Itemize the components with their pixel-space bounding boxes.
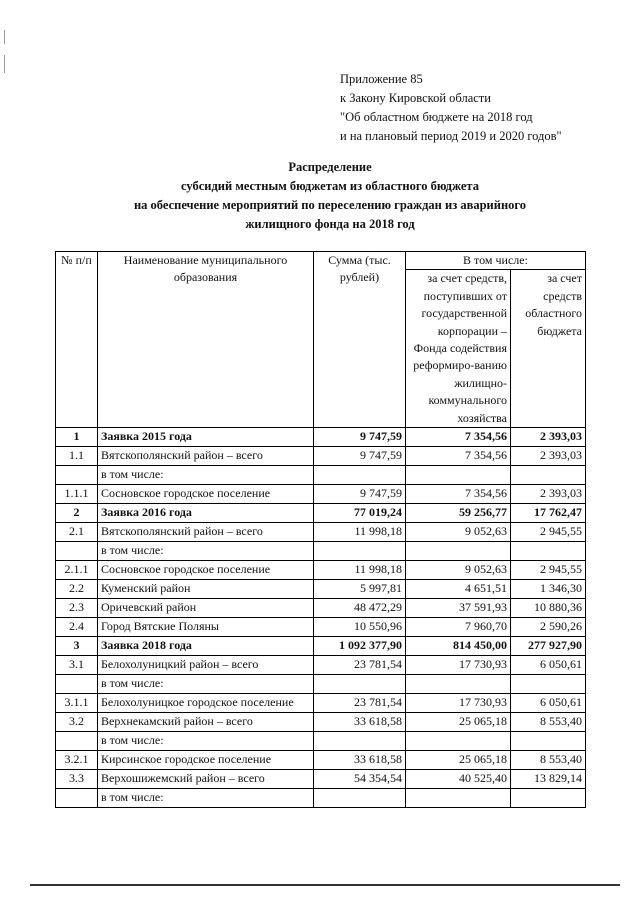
table-row [56,732,586,751]
cell-fund: 40 525,40 [406,770,511,789]
cell-region: 2 393,03 [511,428,586,447]
cell-sum: 23 781,54 [314,656,406,675]
cell-region: 2 945,55 [511,523,586,542]
cell-fund [406,542,511,561]
table-row [56,523,586,542]
subsidy-table [55,251,586,808]
page-bottom-rule [30,884,620,886]
cell-sum: 1 092 377,90 [314,637,406,656]
cell-sum [314,732,406,751]
header-name: Наименование муниципального образования [98,252,314,428]
scan-edge-mark [4,55,5,73]
cell-num [56,789,98,808]
annex-header [340,70,562,146]
cell-fund: 9 052,63 [406,523,511,542]
table-row [56,637,586,656]
cell-sum: 23 781,54 [314,694,406,713]
cell-region: 13 829,14 [511,770,586,789]
cell-name: Сосновское городское поселение [98,561,314,580]
cell-name: в том числе: [98,732,314,751]
cell-region: 6 050,61 [511,656,586,675]
annex-line: к Закону Кировской области [340,91,491,105]
cell-region: 2 590,26 [511,618,586,637]
cell-sum: 77 019,24 [314,504,406,523]
cell-name: Верхошижемский район – всего [98,770,314,789]
annex-line: и на плановый период 2019 и 2020 годов" [340,129,562,143]
cell-fund: 25 065,18 [406,751,511,770]
cell-num: 2.2 [56,580,98,599]
cell-num: 2.4 [56,618,98,637]
cell-sum [314,466,406,485]
cell-region: 8 553,40 [511,713,586,732]
cell-name: в том числе: [98,466,314,485]
cell-num [56,466,98,485]
cell-region: 6 050,61 [511,694,586,713]
cell-sum: 48 472,29 [314,599,406,618]
table-row [56,428,586,447]
cell-sum: 33 618,58 [314,713,406,732]
cell-fund [406,732,511,751]
cell-sum: 9 747,59 [314,428,406,447]
cell-region [511,789,586,808]
cell-sum: 11 998,18 [314,523,406,542]
cell-region: 8 553,40 [511,751,586,770]
cell-fund: 7 354,56 [406,428,511,447]
cell-num: 2.1 [56,523,98,542]
table-row [56,580,586,599]
cell-name: Оричевский район [98,599,314,618]
header-including: В том числе: [406,252,586,270]
table-row [56,770,586,789]
table-row [56,599,586,618]
cell-num: 2.3 [56,599,98,618]
cell-fund: 7 960,70 [406,618,511,637]
cell-num [56,675,98,694]
title-line: Распределение [288,160,372,174]
cell-num: 1.1 [56,447,98,466]
cell-num: 1 [56,428,98,447]
table-row [56,466,586,485]
cell-name: в том числе: [98,542,314,561]
table-row [56,618,586,637]
cell-name: в том числе: [98,789,314,808]
cell-num: 1.1.1 [56,485,98,504]
cell-name: Кирсинское городское поселение [98,751,314,770]
cell-region: 2 945,55 [511,561,586,580]
annex-line: "Об областном бюджете на 2018 год [340,110,533,124]
header-num: № п/п [56,252,98,428]
cell-sum: 9 747,59 [314,485,406,504]
cell-sum [314,675,406,694]
cell-fund: 37 591,93 [406,599,511,618]
document-title [60,158,600,234]
cell-region: 277 927,90 [511,637,586,656]
table-row [56,675,586,694]
cell-sum: 10 550,96 [314,618,406,637]
cell-region [511,466,586,485]
cell-num: 3 [56,637,98,656]
table-row [56,485,586,504]
cell-name: Заявка 2015 года [98,428,314,447]
cell-sum: 9 747,59 [314,447,406,466]
table-row [56,656,586,675]
cell-region: 2 393,03 [511,447,586,466]
cell-sum: 5 997,81 [314,580,406,599]
cell-region: 10 880,36 [511,599,586,618]
table-body [56,428,586,808]
table-row [56,789,586,808]
cell-name: Вятскополянский район – всего [98,523,314,542]
cell-sum [314,789,406,808]
table-row [56,561,586,580]
cell-fund: 7 354,56 [406,447,511,466]
header-fund: за счет средств, поступивших от государственной корпорации – Фонда содействия реформиро-ванию жилищно-коммунального хозяйства [406,270,511,428]
cell-sum: 54 354,54 [314,770,406,789]
cell-name: Вятскополянский район – всего [98,447,314,466]
cell-fund: 9 052,63 [406,561,511,580]
cell-name: в том числе: [98,675,314,694]
cell-fund: 59 256,77 [406,504,511,523]
cell-region: 17 762,47 [511,504,586,523]
cell-num: 3.2.1 [56,751,98,770]
cell-fund [406,789,511,808]
header-sum: Сумма (тыс. рублей) [314,252,406,428]
title-line: на обеспечение мероприятий по переселению граждан из аварийного [133,198,527,212]
cell-region [511,675,586,694]
cell-fund [406,675,511,694]
cell-name: Заявка 2018 года [98,637,314,656]
cell-fund: 17 730,93 [406,694,511,713]
cell-name: Белохолуницкое городское поселение [98,694,314,713]
cell-region [511,542,586,561]
cell-name: Куменский район [98,580,314,599]
cell-fund: 814 450,00 [406,637,511,656]
cell-name: Верхнекамский район – всего [98,713,314,732]
table-row [56,542,586,561]
cell-num: 3.3 [56,770,98,789]
table-row [56,713,586,732]
cell-fund: 25 065,18 [406,713,511,732]
cell-sum: 33 618,58 [314,751,406,770]
table-row [56,694,586,713]
cell-sum: 11 998,18 [314,561,406,580]
cell-num: 3.1.1 [56,694,98,713]
cell-name: Сосновское городское поселение [98,485,314,504]
cell-num: 3.2 [56,713,98,732]
cell-fund: 4 651,51 [406,580,511,599]
table-row [56,751,586,770]
cell-fund: 17 730,93 [406,656,511,675]
cell-fund [406,466,511,485]
cell-name: Город Вятские Поляны [98,618,314,637]
cell-name: Заявка 2016 года [98,504,314,523]
title-line: жилищного фонда на 2018 год [245,217,415,231]
cell-region: 2 393,03 [511,485,586,504]
scan-edge-mark [4,30,5,44]
cell-region [511,732,586,751]
table-row [56,447,586,466]
cell-num: 2.1.1 [56,561,98,580]
cell-name: Белохолуницкий район – всего [98,656,314,675]
table-row [56,504,586,523]
cell-num [56,542,98,561]
cell-region: 1 346,30 [511,580,586,599]
cell-num: 3.1 [56,656,98,675]
cell-num: 2 [56,504,98,523]
header-region: за счет средств областного бюджета [511,270,586,428]
title-line: субсидий местным бюджетам из областного бюджета [181,179,479,193]
annex-line: Приложение 85 [340,72,423,86]
cell-sum [314,542,406,561]
cell-fund: 7 354,56 [406,485,511,504]
cell-num [56,732,98,751]
